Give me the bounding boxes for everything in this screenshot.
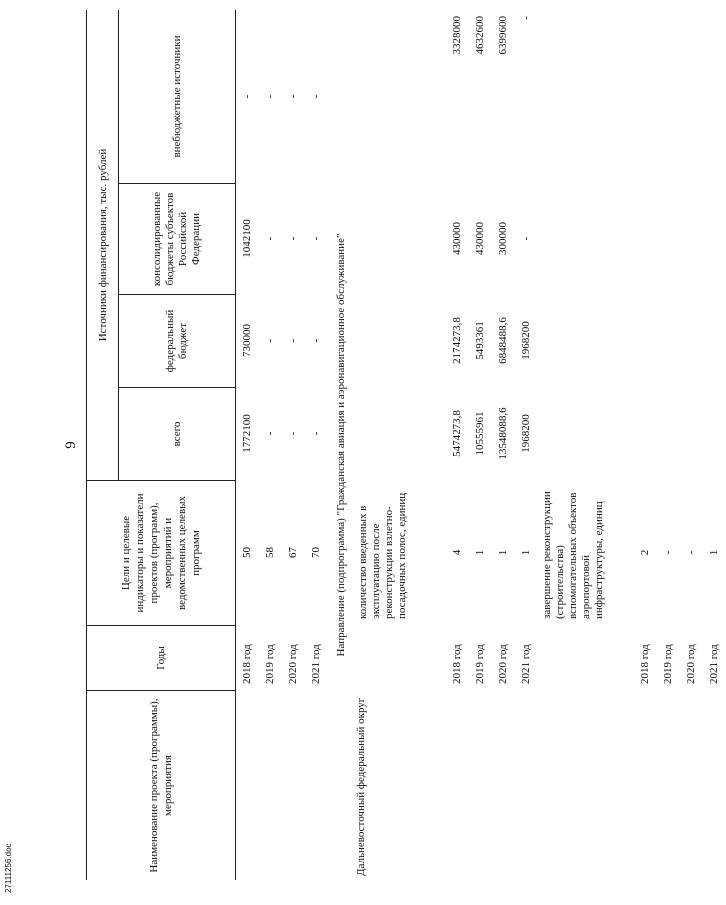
extra-cell: - <box>241 94 253 99</box>
federal-cell: 6848488,6 <box>497 317 509 364</box>
year-cell: 2021 год <box>310 644 322 684</box>
table-header <box>86 10 236 880</box>
total-cell: - <box>310 431 322 436</box>
regional-cell: 1042100 <box>241 219 253 258</box>
federal-cell: - <box>310 338 322 343</box>
indicator-cell: 4 <box>451 549 463 556</box>
table-row <box>469 10 492 690</box>
total-cell: 5474273,8 <box>451 410 463 457</box>
table-row <box>446 10 469 690</box>
indicator-airport-facilities: завершение реконструкции (строительства) вспомогательных объектов аэропортовой инфраструктуры, единиц <box>541 491 605 619</box>
year-cell: 2018 год <box>451 644 463 684</box>
header-federal: федеральный бюджет <box>119 294 235 387</box>
federal-cell: 730000 <box>241 324 253 357</box>
document-filename: 27111256.doc <box>4 843 13 893</box>
top-rows <box>236 10 328 880</box>
federal-cell: - <box>264 338 276 343</box>
indicator-cell: 67 <box>287 547 299 558</box>
indicator-runways: количество введенных в эксплуатацию после реконструкции взлетно-посадочных полос, единиц <box>357 492 408 619</box>
regional-cell: 430000 <box>474 222 486 255</box>
federal-cell: 1968200 <box>520 321 532 360</box>
total-cell: - <box>287 431 299 436</box>
header-extrabudgetary: внебюджетные источники <box>170 35 183 158</box>
total-cell: 13548088,6 <box>497 407 509 460</box>
table-row <box>282 10 305 880</box>
year-cell: 2018 год <box>241 644 253 684</box>
year-cell: 2020 год <box>685 644 697 684</box>
regional-cell: 300000 <box>497 222 509 255</box>
extra-cell: 6399600 <box>497 16 509 55</box>
district-section <box>354 10 726 880</box>
extra-cell: 3328000 <box>451 16 463 55</box>
header-financing <box>87 10 235 480</box>
table-row <box>236 10 259 880</box>
extra-cell: - <box>264 94 276 99</box>
indicator-cell: 2 <box>639 549 651 556</box>
table-row <box>305 10 328 880</box>
district-name: Дальневосточный федеральный округ <box>355 697 367 876</box>
year-cell: 2021 год <box>520 644 532 684</box>
extra-cell: 4632600 <box>474 16 486 55</box>
extra-cell: - <box>520 16 532 20</box>
regional-cell: - <box>310 236 322 241</box>
header-project-name: Наименование проекта (программы), мероприятия <box>87 690 235 880</box>
table-row <box>703 10 726 690</box>
year-cell: 2019 год <box>662 644 674 684</box>
indicator-cell: 1 <box>708 549 720 556</box>
total-cell: 10555961 <box>474 411 486 456</box>
year-cell: 2018 год <box>639 644 651 684</box>
extra-cell: - <box>310 94 322 99</box>
regional-cell: - <box>520 236 532 241</box>
total-cell: - <box>264 431 276 436</box>
table-row <box>515 10 538 690</box>
table-row <box>259 10 282 880</box>
year-cell: 2019 год <box>264 644 276 684</box>
page-content <box>60 10 720 880</box>
total-cell: 1968200 <box>520 414 532 453</box>
indicator-cell: - <box>685 550 697 555</box>
indicator-cell: - <box>662 550 674 555</box>
indicator-cell: 1 <box>474 549 486 556</box>
header-indicators: Цели и целевые индикаторы и показатели проектов (программ), мероприятий и ведомственных целевых программ <box>87 480 235 625</box>
table-row <box>634 10 657 690</box>
total-cell: 1772100 <box>241 414 253 453</box>
header-financing-title: Источники финансирования, тыс. рублей <box>87 10 119 480</box>
table-row <box>492 10 515 690</box>
year-cell: 2020 год <box>497 644 509 684</box>
page-number: 9 <box>63 441 79 449</box>
year-cell: 2019 год <box>474 644 486 684</box>
federal-cell: - <box>287 338 299 343</box>
header-regional: консолидированные бюджеты субъектов Российской Федерации <box>119 183 235 294</box>
year-cell: 2020 год <box>287 644 299 684</box>
financing-table <box>86 10 726 880</box>
regional-cell: 430000 <box>451 222 463 255</box>
indicator-cell: 50 <box>241 547 253 558</box>
header-years: Годы <box>87 625 235 690</box>
federal-cell: 2174273,8 <box>451 317 463 364</box>
regional-cell: - <box>287 236 299 241</box>
table-row <box>680 10 703 690</box>
indicator-cell: 1 <box>497 549 509 556</box>
table-row <box>657 10 680 690</box>
header-total: всего <box>119 387 235 480</box>
extra-cell: - <box>287 94 299 99</box>
indicator-cell: 58 <box>264 547 276 558</box>
year-cell: 2021 год <box>708 644 720 684</box>
indicator-cell: 70 <box>310 547 322 558</box>
federal-cell: 5493361 <box>474 321 486 360</box>
direction-title: Направление (подпрограмма) "Гражданская авиация и аэронавигационное обслуживание" <box>335 233 347 657</box>
indicator-cell: 1 <box>520 549 532 556</box>
regional-cell: - <box>264 236 276 241</box>
